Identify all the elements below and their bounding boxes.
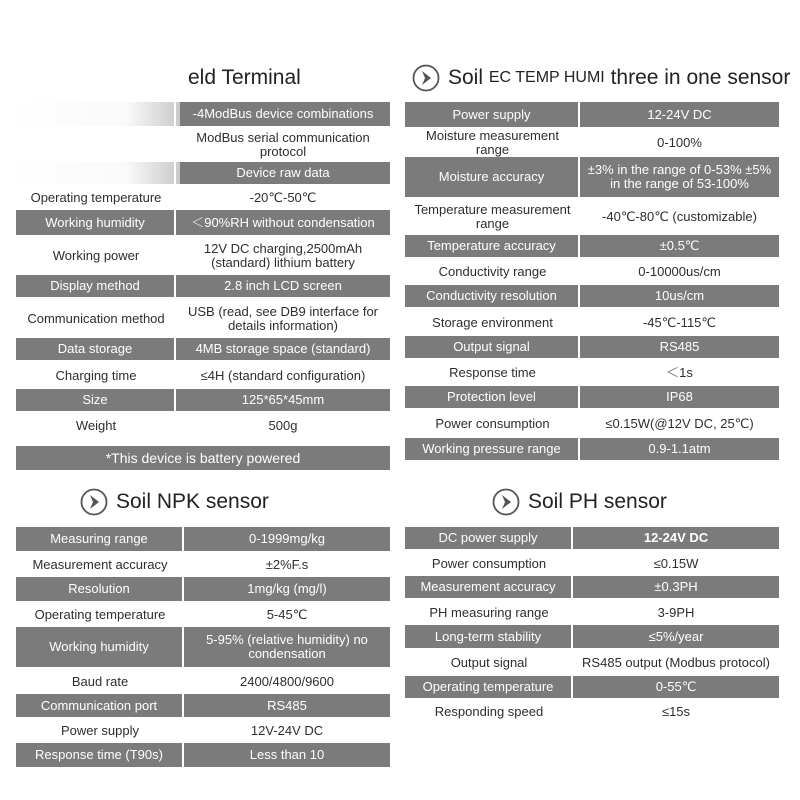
ph-sensor-title bbox=[492, 488, 667, 516]
spec-label: Conductivity resolution bbox=[405, 285, 580, 309]
spec-label: Output signal bbox=[405, 336, 580, 360]
spec-row bbox=[405, 438, 779, 462]
spec-label: Temperature measurement range bbox=[405, 199, 580, 235]
spec-value: 0.9-1.1atm bbox=[580, 438, 779, 462]
spec-row bbox=[16, 338, 390, 362]
ec-title-b: EC TEMP HUMI bbox=[488, 69, 605, 86]
spec-value: 5-95% (relative humidity) no condensation bbox=[184, 627, 390, 669]
spec-label: Measuring range bbox=[16, 527, 184, 553]
spec-value: 2400/4800/9600 bbox=[184, 669, 390, 694]
spec-row bbox=[16, 719, 390, 743]
image-fade-overlay bbox=[0, 95, 180, 190]
arrow-circle-icon bbox=[80, 488, 108, 516]
ec-title-c: three in one sensor bbox=[604, 66, 791, 89]
spec-value: 0-10000us/cm bbox=[580, 259, 779, 285]
spec-row bbox=[16, 694, 390, 719]
spec-value: 3-9PH bbox=[573, 600, 779, 625]
spec-value: 125*65*45mm bbox=[176, 389, 390, 413]
spec-label: Display method bbox=[16, 275, 176, 299]
spec-value: ≤5%/year bbox=[573, 625, 779, 650]
spec-row bbox=[405, 625, 779, 650]
spec-row bbox=[405, 676, 779, 700]
spec-label: Protection level bbox=[405, 386, 580, 410]
spec-label: Response time bbox=[405, 360, 580, 386]
spec-row bbox=[405, 527, 779, 551]
spec-row bbox=[405, 551, 779, 576]
spec-value: ±0.3PH bbox=[573, 576, 779, 600]
spec-value: ±3% in the range of 0-53% ±5% in the range of 53-100% bbox=[580, 157, 779, 199]
spec-label: Communication port bbox=[16, 694, 184, 719]
spec-label: Working humidity bbox=[16, 627, 184, 669]
spec-value: RS485 output (Modbus protocol) bbox=[573, 650, 779, 676]
ph-spec-table bbox=[405, 527, 779, 724]
spec-label: Working pressure range bbox=[405, 438, 580, 462]
spec-value: Less than 10 bbox=[184, 743, 390, 769]
spec-label: Long-term stability bbox=[405, 625, 573, 650]
spec-value: 2.8 inch LCD screen bbox=[176, 275, 390, 299]
spec-row bbox=[16, 275, 390, 299]
spec-value: ±2%F.s bbox=[184, 553, 390, 577]
spec-row bbox=[16, 389, 390, 413]
spec-value: ≤4H (standard configuration) bbox=[176, 362, 390, 389]
spec-value: 12V-24V DC bbox=[184, 719, 390, 743]
spec-label: Power consumption bbox=[405, 410, 580, 438]
spec-label: Operating temperature bbox=[405, 676, 573, 700]
spec-label: Baud rate bbox=[16, 669, 184, 694]
spec-value: 12V DC charging,2500mAh (standard) lithium battery bbox=[176, 237, 390, 275]
spec-row bbox=[405, 235, 779, 259]
spec-row bbox=[16, 577, 390, 603]
spec-value: ≤0.15W bbox=[573, 551, 779, 576]
ec-title-a: Soil bbox=[448, 66, 489, 89]
spec-value: 0-100% bbox=[580, 129, 779, 157]
spec-value: RS485 bbox=[580, 336, 779, 360]
spec-label: PH measuring range bbox=[405, 600, 573, 625]
spec-label: Power supply bbox=[16, 719, 184, 743]
spec-row bbox=[405, 157, 779, 199]
npk-title-text: Soil NPK sensor bbox=[116, 490, 269, 513]
ec-spec-table bbox=[405, 102, 779, 462]
spec-label: Temperature accuracy bbox=[405, 235, 580, 259]
spec-label: Size bbox=[16, 389, 176, 413]
spec-label: Output signal bbox=[405, 650, 573, 676]
spec-value: 5-45℃ bbox=[184, 603, 390, 627]
spec-label: Resolution bbox=[16, 577, 184, 603]
spec-row bbox=[405, 259, 779, 285]
spec-row bbox=[16, 603, 390, 627]
spec-value: 12-24V DC bbox=[580, 102, 779, 129]
spec-row bbox=[16, 669, 390, 694]
spec-label: Moisture accuracy bbox=[405, 157, 580, 199]
spec-value: RS485 bbox=[184, 694, 390, 719]
spec-label: DC power supply bbox=[405, 527, 573, 551]
spec-value: USB (read, see DB9 interface for details information) bbox=[176, 299, 390, 338]
spec-value: 500g bbox=[176, 413, 390, 439]
spec-row bbox=[16, 413, 390, 439]
spec-value: Device raw data bbox=[176, 162, 390, 186]
spec-value: 0-1999mg/kg bbox=[184, 527, 390, 553]
spec-label: Storage environment bbox=[405, 309, 580, 336]
spec-value: 12-24V DC bbox=[573, 527, 779, 551]
spec-row bbox=[16, 627, 390, 669]
spec-value: IP68 bbox=[580, 386, 779, 410]
ph-title-text: Soil PH sensor bbox=[528, 490, 667, 513]
spec-value: ＜1s bbox=[580, 360, 779, 386]
spec-label: Operating temperature bbox=[16, 186, 176, 210]
spec-value: 0-55℃ bbox=[573, 676, 779, 700]
spec-row bbox=[16, 210, 390, 237]
spec-row bbox=[405, 129, 779, 157]
spec-value: ≤0.15W(@12V DC, 25℃) bbox=[580, 410, 779, 438]
spec-row bbox=[405, 600, 779, 625]
spec-label: Working humidity bbox=[16, 210, 176, 237]
spec-label: Power supply bbox=[405, 102, 580, 129]
spec-row bbox=[405, 386, 779, 410]
spec-label: Measurement accuracy bbox=[16, 553, 184, 577]
spec-row bbox=[16, 527, 390, 553]
spec-label: Measurement accuracy bbox=[405, 576, 573, 600]
spec-value: 10us/cm bbox=[580, 285, 779, 309]
spec-label: Power consumption bbox=[405, 551, 573, 576]
spec-label: Response time (T90s) bbox=[16, 743, 184, 769]
spec-value: ±0.5℃ bbox=[580, 235, 779, 259]
spec-value: -20℃-50℃ bbox=[176, 186, 390, 210]
spec-value: ≤15s bbox=[573, 700, 779, 724]
spec-label: Data storage bbox=[16, 338, 176, 362]
spec-label: Weight bbox=[16, 413, 176, 439]
spec-value: -45℃-115℃ bbox=[580, 309, 779, 336]
spec-row bbox=[16, 553, 390, 577]
arrow-circle-icon bbox=[492, 488, 520, 516]
terminal-title bbox=[188, 66, 301, 90]
npk-spec-table bbox=[16, 527, 390, 769]
spec-row bbox=[405, 102, 779, 129]
spec-label: Charging time bbox=[16, 362, 176, 389]
spec-value: ＜90%RH without condensation bbox=[176, 210, 390, 237]
npk-sensor-title bbox=[80, 488, 269, 516]
spec-label: Communication method bbox=[16, 299, 176, 338]
spec-row bbox=[405, 410, 779, 438]
terminal-title-text: eld Terminal bbox=[188, 66, 301, 89]
spec-label: Conductivity range bbox=[405, 259, 580, 285]
spec-value: ModBus serial communication protocol bbox=[176, 128, 390, 162]
spec-value: -4ModBus device combinations bbox=[176, 102, 390, 128]
spec-value: 4MB storage space (standard) bbox=[176, 338, 390, 362]
spec-row bbox=[405, 309, 779, 336]
spec-row bbox=[16, 299, 390, 338]
arrow-circle-icon bbox=[412, 64, 440, 92]
spec-row bbox=[16, 237, 390, 275]
spec-row bbox=[405, 336, 779, 360]
spec-row bbox=[405, 576, 779, 600]
spec-row bbox=[16, 743, 390, 769]
spec-row bbox=[16, 362, 390, 389]
spec-row bbox=[405, 650, 779, 676]
ec-sensor-title bbox=[412, 64, 790, 92]
spec-label: Working power bbox=[16, 237, 176, 275]
spec-value: -40℃-80℃ (customizable) bbox=[580, 199, 779, 235]
spec-row bbox=[405, 199, 779, 235]
battery-note: *This device is battery powered bbox=[16, 446, 390, 470]
spec-row bbox=[405, 700, 779, 724]
spec-row bbox=[405, 360, 779, 386]
spec-label: Responding speed bbox=[405, 700, 573, 724]
spec-label: Moisture measurement range bbox=[405, 129, 580, 157]
spec-label: Operating temperature bbox=[16, 603, 184, 627]
spec-row bbox=[405, 285, 779, 309]
spec-value: 1mg/kg (mg/l) bbox=[184, 577, 390, 603]
